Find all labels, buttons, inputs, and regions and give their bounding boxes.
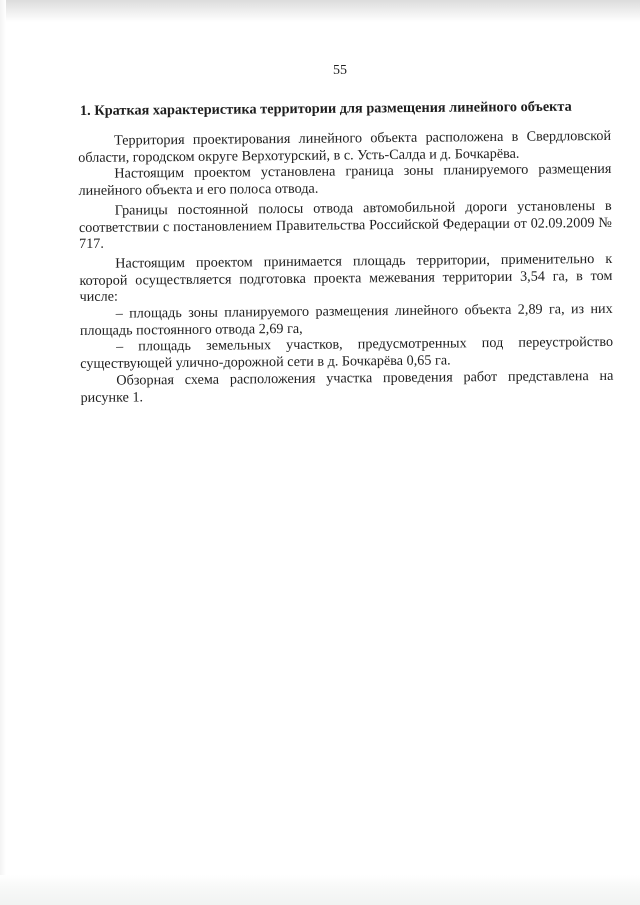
body-text	[78, 128, 614, 406]
section-title: 1. Краткая характеристика территории для размещения линейного объекта	[79, 98, 572, 119]
page-number: 55	[333, 63, 347, 78]
scan-left-edge	[0, 0, 6, 905]
paragraph-land-plots-area: – площадь земельных участков, предусмотренных под переустройство существующей улично-дорожной сети в д. Бочкарёва 0,65 га.	[80, 334, 614, 373]
paragraph-territory-location: Территория проектирования линейного объекта расположена в Свердловской области, городском округе Верхотурский, в с. Усть-Салда и д. Бочкарёва.	[78, 127, 612, 166]
paragraph-zone-boundary: Настоящим проектом установлена граница зоны планируемого размещения линейного объекта и его полоса отвода.	[78, 161, 612, 200]
paragraph-right-of-way: Границы постоянной полосы отвода автомобильной дороги установлены в соответствии с постановлением Правительства Российской Федерации от 02.09.2009 № 717.	[78, 197, 612, 253]
scan-top-shadow	[0, 0, 640, 22]
paragraph-total-area: Настоящим проектом принимается площадь территории, применительно к которой осуществляется подготовка проекта межевания территории 3,54 га, в том числе:	[79, 250, 613, 306]
scan-bottom-edge	[0, 875, 640, 905]
paragraph-zone-area: – площадь зоны планируемого размещения линейного объекта 2,89 га, из них площадь постоянного отвода 2,69 га,	[79, 300, 613, 339]
paragraph-overview-reference: Обзорная схема расположения участка проведения работ представлена на рисунке 1.	[80, 367, 614, 406]
